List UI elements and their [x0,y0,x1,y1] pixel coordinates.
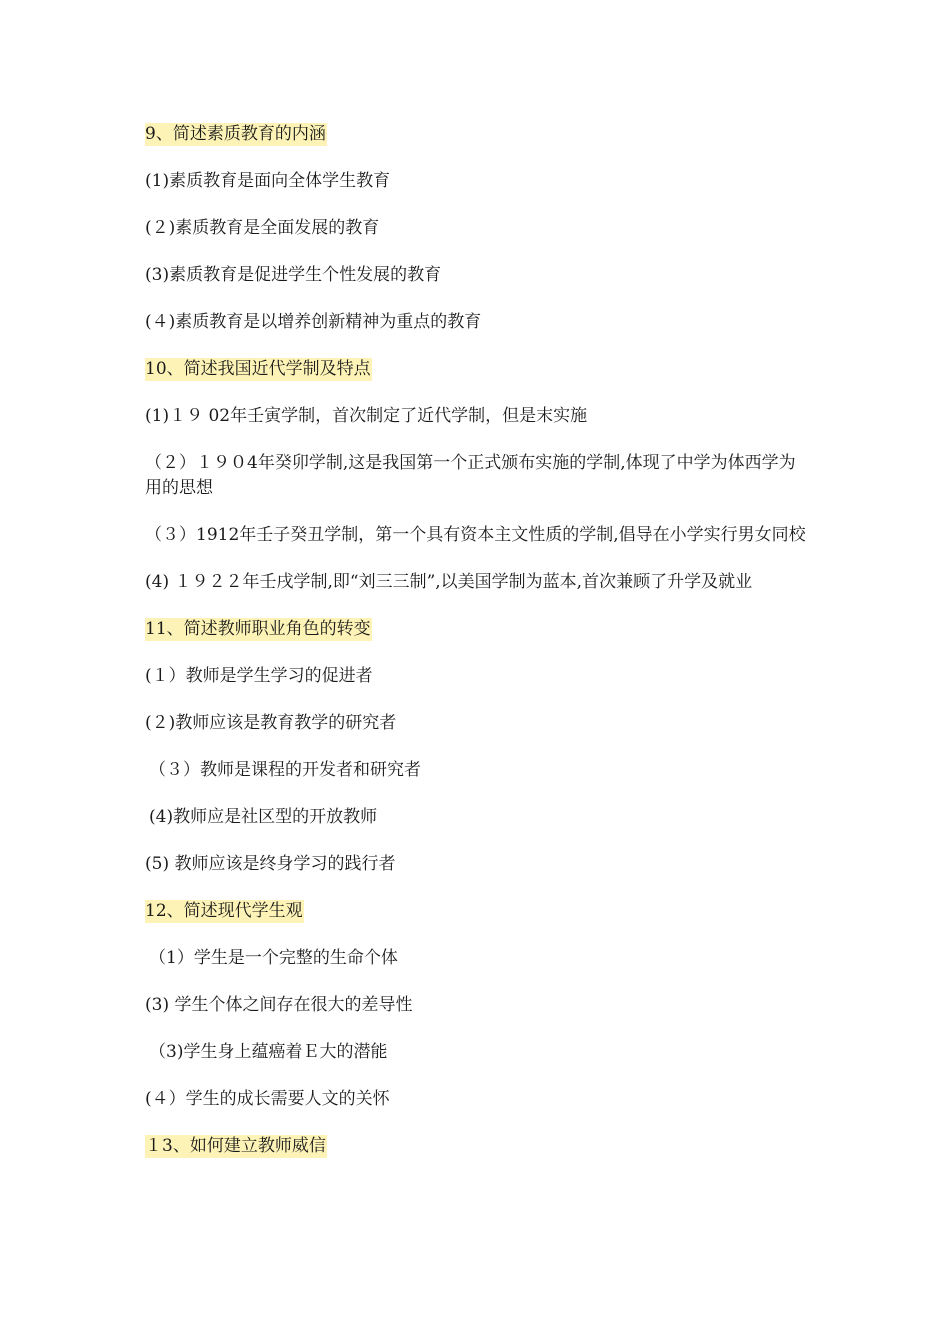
list-item: (４）学生的成长需要人文的关怀 [145,1089,390,1109]
heading-text: 11、简述教师职业角色的转变 [145,619,371,639]
list-item: (２)素质教育是全面发展的教育 [145,218,380,238]
list-item: (3)素质教育是促进学生个性发展的教育 [145,265,442,285]
section-heading [145,122,810,147]
section-heading [145,899,810,924]
list-item: (5) 教师应该是终身学习的践行者 [145,854,396,874]
section-heading [145,617,810,642]
list-item: （3)学生身上蕴癌着Ｅ大的潜能 [149,1042,388,1062]
heading-text: 9、简述素质教育的内涵 [145,124,326,144]
document-content [145,122,810,1181]
list-item: （３）教师是课程的开发者和研究者 [149,760,421,780]
list-item: （1）学生是一个完整的生命个体 [149,948,398,968]
section-heading [145,1134,810,1159]
list-item: （２）１９０4年癸卯学制,这是我国第一个正式颁布实施的学制,体现了中学为体西学为用的思想 [145,453,796,498]
section-heading [145,357,810,382]
list-item: (1)１９ 02年壬寅学制，首次制定了近代学制，但是末实施 [145,406,588,426]
heading-text: 12、简述现代学生观 [145,901,303,921]
list-item: (3) 学生个体之间存在很大的差导性 [145,995,413,1015]
heading-text: 10、简述我国近代学制及特点 [145,359,371,379]
list-item: （３）1912年壬子癸丑学制，第一个具有资本主文性质的学制,倡导在小学实行男女同校 [145,525,806,545]
heading-text: １3、如何建立教师威信 [145,1136,326,1156]
list-item: (1)素质教育是面向全体学生教育 [145,171,391,191]
list-item: (4) １９２２年壬戌学制,即“刘三三制”,以美国学制为蓝本,首次兼顾了升学及就业 [145,572,753,592]
list-item: (２)教师应该是教育教学的研究者 [145,713,397,733]
list-item: (４)素质教育是以增养创新精神为重点的教育 [145,312,482,332]
list-item: (１）教师是学生学习的促进者 [145,666,373,686]
list-item: (4)教师应是社区型的开放教师 [149,807,378,827]
